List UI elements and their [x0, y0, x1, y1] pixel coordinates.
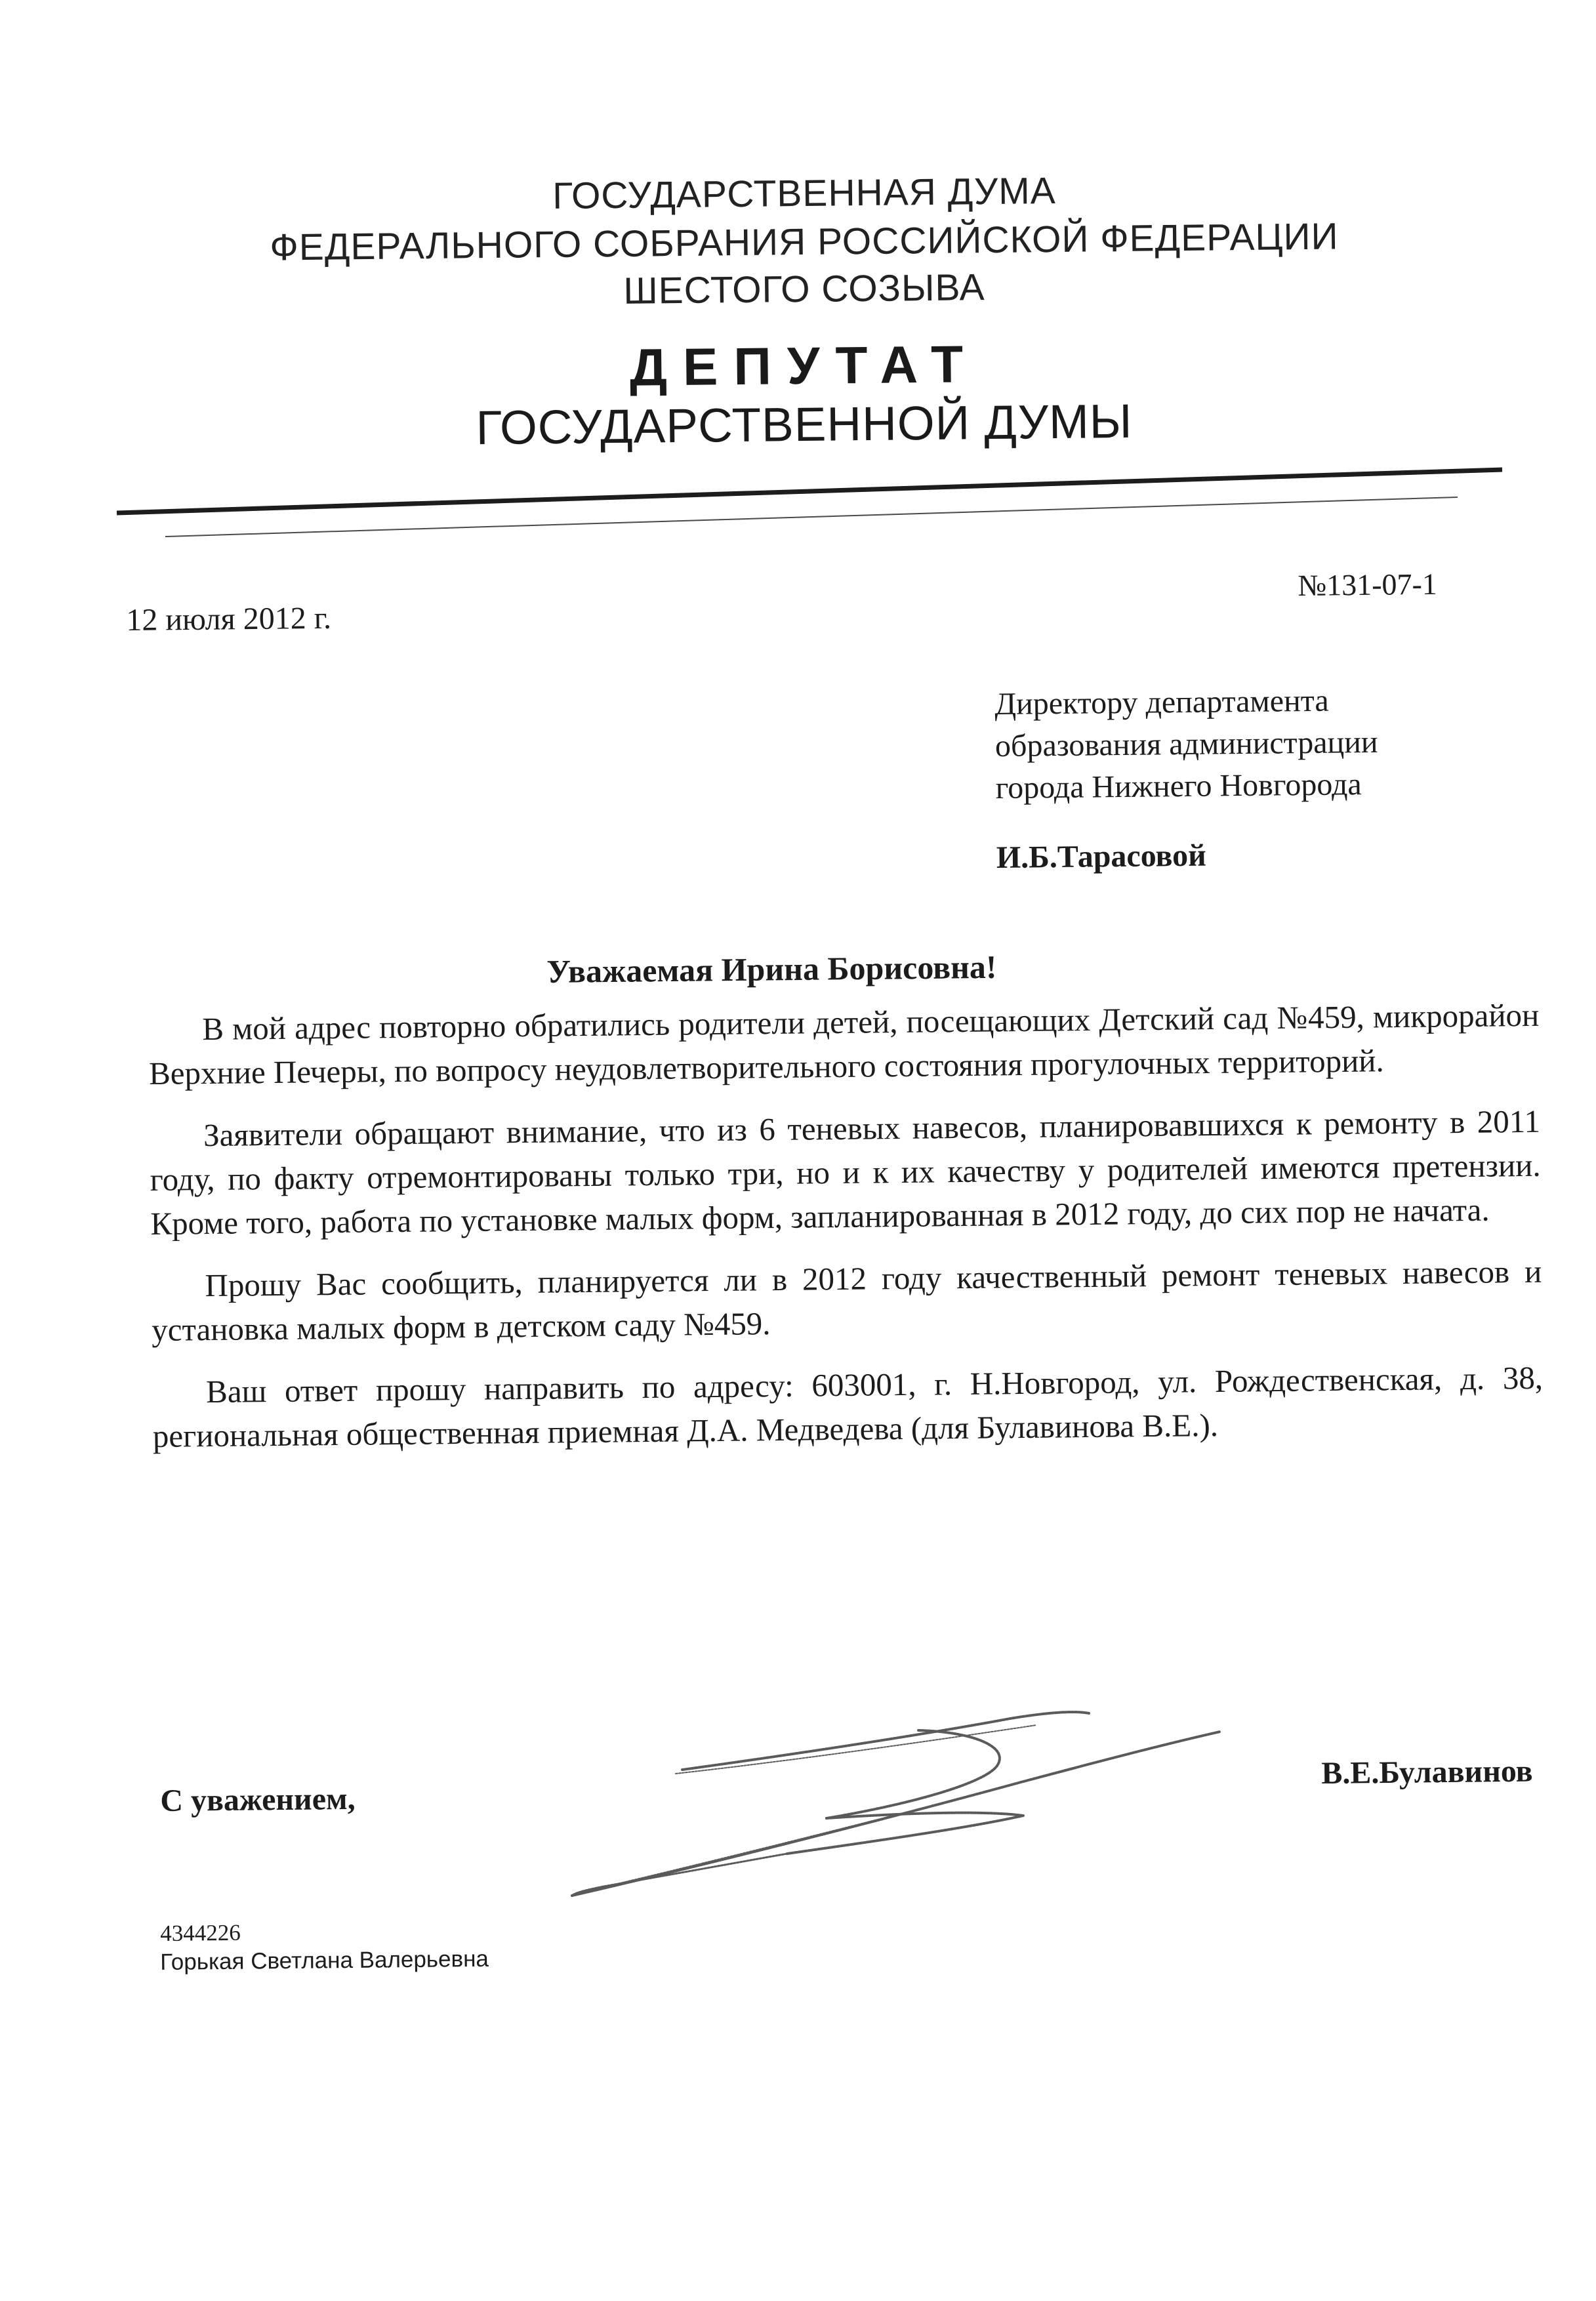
- letter-date: 12 июля 2012 г.: [126, 600, 332, 638]
- salutation: Уважаемая Ирина Борисовна!: [546, 948, 997, 990]
- addressee-line-1: Директору департамента: [994, 683, 1329, 722]
- signer-name: В.Е.Булавинов: [1321, 1753, 1533, 1791]
- closing-phrase: С уважением,: [160, 1781, 356, 1818]
- executor-phone: 4344226: [160, 1919, 241, 1946]
- addressee-line-3: города Нижнего Новгорода: [995, 767, 1362, 805]
- org-name-line-3: ШЕСТОГО СОЗЫВА: [623, 266, 985, 312]
- duma-subtitle: ГОСУДАРСТВЕННОЙ ДУМЫ: [476, 394, 1133, 455]
- body-paragraph-3: Прошу Вас сообщить, планируется ли в 2012 году качественный ремонт теневых навесов и установка малых форм в детском саду №459.: [151, 1253, 1542, 1348]
- letter-body: [148, 993, 1544, 1476]
- org-name-line-1: ГОСУДАРСТВЕННАЯ ДУМА: [552, 169, 1056, 218]
- executor-name: Горькая Светлана Валерьевна: [160, 1945, 489, 1975]
- addressee-line-2: образования администрации: [994, 724, 1378, 764]
- org-name-line-2: ФЕДЕРАЛЬНОГО СОБРАНИЯ РОССИЙСКОЙ ФЕДЕРАЦИИ: [270, 215, 1339, 269]
- deputy-title: ДЕПУТАТ: [629, 335, 979, 397]
- body-paragraph-2: Заявители обращают внимание, что из 6 теневых навесов, планировавшихся к ремонту в 2011 году, по факту отремонтированы только три, но и к их качеству у родителей имеются претензии. Кроме того, работа по установке малых форм, запланированная в 2012 году, до сих пор не начата.: [150, 1103, 1541, 1242]
- handwritten-signature-icon: [512, 1692, 1246, 1928]
- body-paragraph-4: Ваш ответ прошу направить по адресу: 603001, г. Н.Новгород, ул. Рождественская, д. 38, региональная общественная приемная Д.А. Медведева (для Булавинова В.Е.).: [152, 1359, 1544, 1454]
- document-number: №131-07-1: [1298, 567, 1438, 602]
- body-paragraph-1: В мой адрес повторно обратились родители детей, посещающих Детский сад №459, микрорайон Верхние Печеры, по вопросу неудовлетворительного состояния прогулочных территорий.: [148, 996, 1540, 1091]
- addressee-name: И.Б.Тарасовой: [996, 838, 1206, 875]
- addressee-block: [994, 680, 1380, 879]
